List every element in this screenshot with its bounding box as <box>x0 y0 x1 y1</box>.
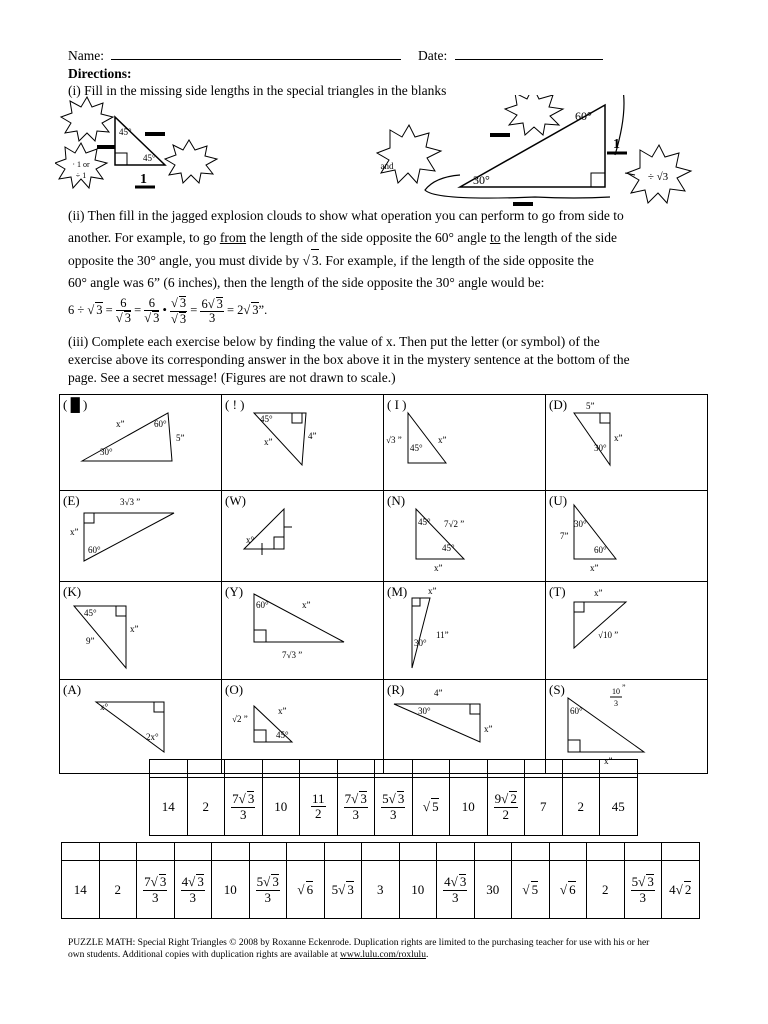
svg-text:5”: 5” <box>176 433 185 443</box>
svg-text:√2 ”: √2 ” <box>232 714 248 724</box>
svg-text:x°: x° <box>246 535 255 545</box>
svg-text:30°: 30° <box>594 443 607 453</box>
answer-value: 4√ 2 <box>662 861 700 919</box>
answer-letter-box[interactable] <box>150 760 188 778</box>
answer-value: $\frac{7√ 3}{3}$ <box>337 778 375 836</box>
answer-letter-box[interactable] <box>512 843 550 861</box>
svg-text:x”: x” <box>428 586 437 596</box>
svg-text:x”: x” <box>594 588 603 598</box>
answer-letter-box[interactable] <box>225 760 263 778</box>
mystery-row-1 <box>149 759 638 836</box>
left-cloud-text: · 1 or <box>72 160 90 169</box>
exercise-cell: (W) x° <box>222 491 384 582</box>
svg-text:√10 ”: √10 ” <box>598 630 619 640</box>
name-label: Name: <box>68 48 104 63</box>
answer-value: $\frac{7√ 3}{3}$ <box>225 778 263 836</box>
svg-text:60°: 60° <box>256 600 269 610</box>
explosion-cloud-top-left <box>61 97 113 141</box>
direction-step-1: (i) Fill in the missing side lengths in the special triangles in the blanks <box>68 83 447 98</box>
answer-value: 2 <box>562 778 600 836</box>
answer-letter-box[interactable] <box>375 760 413 778</box>
svg-text:45°: 45° <box>410 443 423 453</box>
mystery-row-2 <box>61 842 700 919</box>
svg-text:x”: x” <box>130 624 139 634</box>
svg-text:11”: 11” <box>436 630 449 640</box>
svg-text:60°: 60° <box>570 706 583 716</box>
answer-letter-box[interactable] <box>600 760 638 778</box>
svg-text:45°: 45° <box>442 543 455 553</box>
svg-text:30°: 30° <box>418 706 431 716</box>
svg-text:x°: x° <box>100 702 109 712</box>
answer-letter-box[interactable] <box>474 843 512 861</box>
answer-value: 2 <box>587 861 625 919</box>
answer-letter-box[interactable] <box>450 760 488 778</box>
answer-value: 14 <box>150 778 188 836</box>
answer-value: √ 5 <box>512 861 550 919</box>
exercise-cell: ( I ) √3 ” x” 45° <box>384 395 546 491</box>
answer-value: $\frac{4√ 3}{3}$ <box>174 861 212 919</box>
blank-leg[interactable] <box>97 145 115 149</box>
svg-text:x”: x” <box>590 563 599 573</box>
blank-hyp[interactable] <box>145 132 165 136</box>
svg-text:5”: 5” <box>586 401 595 411</box>
answer-value: 10 <box>450 778 488 836</box>
answer-value: $\frac{9√ 2}{2}$ <box>487 778 525 836</box>
answer-letter-box[interactable] <box>587 843 625 861</box>
answer-letter-box[interactable] <box>362 843 400 861</box>
answer-value: 7 <box>525 778 563 836</box>
exercise-cell: (A) x° 2x° <box>60 680 222 774</box>
direction-step-3: (iii) Complete each exercise below by finding the value of x. Then put the letter (or symbol) of the exercise above its corresponding answer in the box above it in the mystery sentence at the bottom of the page. See a secret message! (Figures are not drawn to scale.) <box>68 334 630 385</box>
svg-text:”: ” <box>622 683 626 692</box>
angle-60: 60° <box>575 109 592 123</box>
svg-text:÷ 1: ÷ 1 <box>75 171 87 180</box>
date-line[interactable] <box>418 48 603 64</box>
answer-letter-box[interactable] <box>62 843 100 861</box>
exercise-cell: (M) x” 11” 30° <box>384 582 546 680</box>
svg-text:45°: 45° <box>260 414 273 424</box>
svg-text:30°: 30° <box>100 447 113 457</box>
answer-letter-box[interactable] <box>412 760 450 778</box>
svg-text:x”: x” <box>604 756 613 766</box>
answer-letter-box[interactable] <box>212 843 250 861</box>
answer-letter-box[interactable] <box>662 843 700 861</box>
answer-value: 14 <box>62 861 100 919</box>
explosion-cloud-and <box>377 125 441 183</box>
svg-text:30°: 30° <box>574 519 587 529</box>
answer-letter-box[interactable] <box>174 843 212 861</box>
exercise-cell: ( █ ) x” 60° 5” 30° <box>60 395 222 491</box>
answer-letter-box[interactable] <box>487 760 525 778</box>
exercise-cell: (R) 4” 30° x” <box>384 680 546 774</box>
svg-text:√3 ”: √3 ” <box>386 435 402 445</box>
right-cloud-text: ÷ √3 <box>647 171 669 183</box>
exercise-cell: (U) 30° 7” 60° x” <box>546 491 708 582</box>
exercise-cell: (E) 3√3 ” x” 60° <box>60 491 222 582</box>
exercise-cell: (T) x” √10 ” <box>546 582 708 680</box>
name-line[interactable] <box>68 48 401 64</box>
answer-value: 30 <box>474 861 512 919</box>
svg-text:x”: x” <box>278 706 287 716</box>
svg-text:10: 10 <box>612 687 620 696</box>
intro-figures <box>55 95 705 215</box>
svg-text:7”: 7” <box>560 531 569 541</box>
example-calculation: 6 ÷ √ 3 = $\frac{6}{√ 3}$ = $\frac{6}{√ 3}$ • $\frac{√ 3}{√ 3}$ = $\frac{6√ 3}{3}$ = 2√ 3”. <box>68 295 268 326</box>
svg-text:x”: x” <box>302 600 311 610</box>
directions-title: Directions: <box>68 66 132 81</box>
exercise-cell: (D) 5” x” 30° <box>546 395 708 491</box>
answer-letter-box[interactable] <box>549 843 587 861</box>
answer-value: $\frac{5√ 3}{3}$ <box>375 778 413 836</box>
svg-text:60°: 60° <box>88 545 101 555</box>
short-leg-one: 1 <box>613 137 620 152</box>
answer-letter-box[interactable] <box>287 843 325 861</box>
svg-text:9”: 9” <box>86 636 95 646</box>
svg-text:x”: x” <box>484 724 493 734</box>
answer-value: 2 <box>187 778 225 836</box>
exercise-cell: (Y) 60° x” 7√3 ” <box>222 582 384 680</box>
exercise-cell: (S) 10 3 ” 60° x” <box>546 680 708 774</box>
svg-text:60°: 60° <box>594 545 607 555</box>
answer-value: $\frac{11}{2}$ <box>300 778 338 836</box>
svg-text:30°: 30° <box>414 638 427 648</box>
answer-letter-box[interactable] <box>99 843 137 861</box>
exercise-grid <box>59 394 708 774</box>
triangle-45-45-90 <box>115 117 165 165</box>
svg-text:x”: x” <box>116 419 125 429</box>
svg-text:7√2 ”: 7√2 ” <box>444 519 465 529</box>
answer-value: $\frac{5√ 3}{3}$ <box>249 861 287 919</box>
svg-text:4”: 4” <box>434 688 443 698</box>
angle-30: 30° <box>473 173 490 187</box>
answer-value: $\frac{4√ 3}{3}$ <box>437 861 475 919</box>
answer-value: 45 <box>600 778 638 836</box>
answer-value: 5√ 3 <box>324 861 362 919</box>
answer-letter-box[interactable] <box>337 760 375 778</box>
svg-text:3: 3 <box>614 699 618 708</box>
svg-text:45°: 45° <box>418 517 431 527</box>
answer-value: 2 <box>99 861 137 919</box>
exercise-cell: (K) 45° x” 9” <box>60 582 222 680</box>
footer: PUZZLE MATH: Special Right Triangles © 2008 by Roxanne Eckenrode. Duplication rights are limited to the purchasing teacher for use with his or her own students. Additional copies with duplication rights are available at www.lulu.com/roxlulu. <box>68 938 650 960</box>
answer-letter-box[interactable] <box>262 760 300 778</box>
date-label: Date: <box>418 48 448 63</box>
and-text: and <box>380 161 394 171</box>
answer-value: 3 <box>362 861 400 919</box>
svg-text:2x°: 2x° <box>146 732 159 742</box>
answer-letter-box[interactable] <box>399 843 437 861</box>
explosion-cloud-top-right <box>505 95 563 135</box>
answer-letter-box[interactable] <box>324 843 362 861</box>
svg-text:x”: x” <box>264 437 273 447</box>
footer-link[interactable]: www.lulu.com/roxlulu <box>340 950 426 960</box>
answer-letter-box[interactable] <box>525 760 563 778</box>
angle-45-top: 45° <box>119 127 132 137</box>
svg-text:7√3 ”: 7√3 ” <box>282 650 303 660</box>
svg-text:x”: x” <box>434 563 443 573</box>
answer-letter-box[interactable] <box>437 843 475 861</box>
answer-value: $\frac{5√ 3}{3}$ <box>624 861 662 919</box>
answer-value: √ 6 <box>549 861 587 919</box>
svg-text:x”: x” <box>70 527 79 537</box>
angle-45-bottom: 45° <box>143 153 156 163</box>
svg-text:45°: 45° <box>276 730 289 740</box>
answer-letter-box[interactable] <box>624 843 662 861</box>
svg-text:3√3 ”: 3√3 ” <box>120 497 141 507</box>
answer-letter-box[interactable] <box>137 843 175 861</box>
answer-value: 10 <box>262 778 300 836</box>
blank-hyp-right[interactable] <box>490 133 510 137</box>
answer-letter-box[interactable] <box>249 843 287 861</box>
svg-text:x”: x” <box>614 433 623 443</box>
exercise-cell: (N) 45° 7√2 ” 45° x” <box>384 491 546 582</box>
explosion-cloud-mid-left <box>165 140 217 183</box>
answer-letter-box[interactable] <box>187 760 225 778</box>
exercise-cell: ( ! ) 45° x” 4” <box>222 395 384 491</box>
exercise-cell: (O) x” √2 ” 45° <box>222 680 384 774</box>
svg-text:45°: 45° <box>84 608 97 618</box>
answer-value: $\frac{7√ 3}{3}$ <box>137 861 175 919</box>
svg-text:4”: 4” <box>308 431 317 441</box>
svg-text:60°: 60° <box>154 419 167 429</box>
answer-value: 10 <box>212 861 250 919</box>
leg-one: 1 <box>140 172 147 187</box>
svg-text:x”: x” <box>438 435 447 445</box>
answer-letter-box[interactable] <box>300 760 338 778</box>
direction-step-2: (ii) Then fill in the jagged explosion clouds to show what operation you can perform to go from side to another. For example, to go from the length of the side opposite the 60° angle to the length of the side opposite the 30° angle, you must divide by √ 3. For example, if the length of the side opposite the 60° angle was 6” (6 inches), then the length of the side opposite the 30° angle would be: <box>68 208 624 290</box>
answer-letter-box[interactable] <box>562 760 600 778</box>
answer-value: 10 <box>399 861 437 919</box>
answer-value: √ 5 <box>412 778 450 836</box>
answer-value: √ 6 <box>287 861 325 919</box>
